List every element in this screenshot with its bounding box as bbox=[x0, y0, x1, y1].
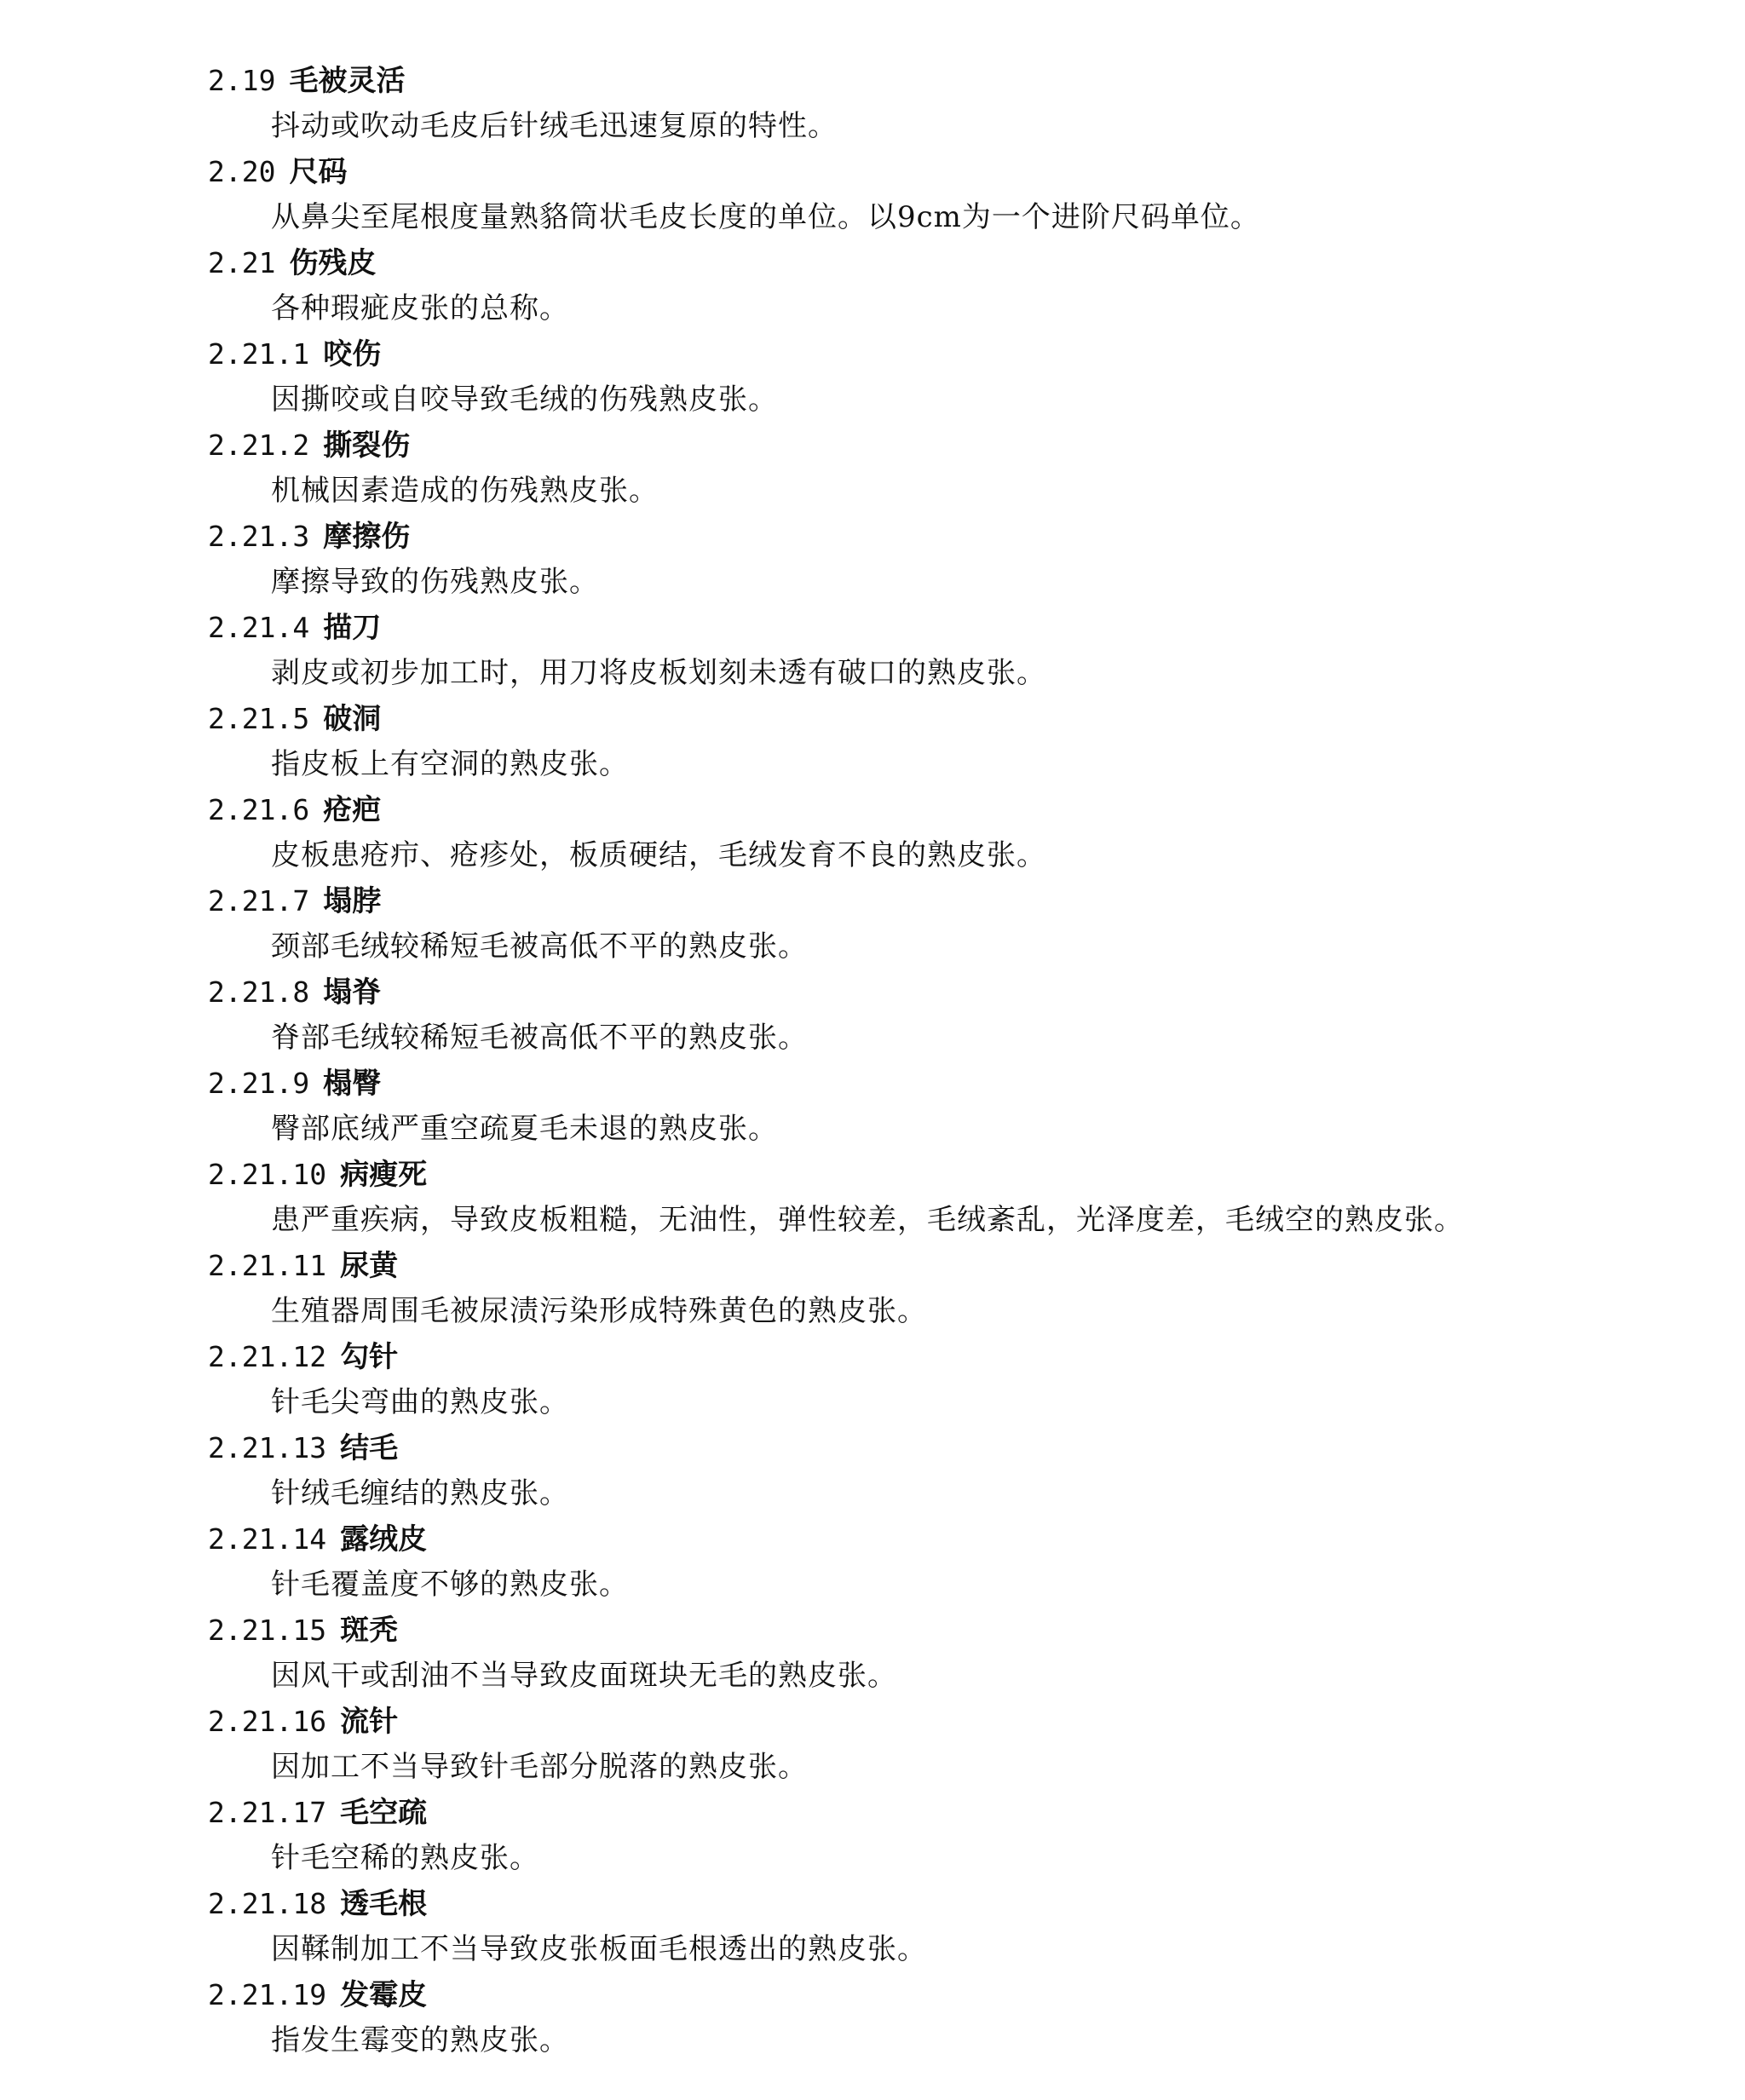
definition-text: 皮板患疮疖、疮疹处，板质硬结，毛绒发育不良的熟皮张。 bbox=[271, 838, 1046, 872]
term-number: 2.21.17 bbox=[208, 1796, 327, 1829]
term-entry bbox=[0, 1152, 1745, 1243]
term-definition bbox=[271, 1107, 1745, 1152]
definition-text: 患严重疾病，导致皮板粗糙，无油性，弹性较差，毛绒紊乱，光泽度差，毛绒空的熟皮张。 bbox=[271, 1203, 1464, 1237]
term-name: 露绒皮 bbox=[340, 1522, 428, 1556]
term-number: 2.21.16 bbox=[208, 1705, 327, 1738]
term-definition bbox=[271, 1654, 1745, 1699]
term-definition bbox=[271, 1198, 1745, 1243]
term-name: 勾针 bbox=[340, 1340, 399, 1374]
term-entry bbox=[0, 240, 1745, 331]
term-heading bbox=[208, 240, 1745, 286]
term-heading bbox=[208, 58, 1745, 104]
definition-text: 从鼻尖至尾根度量熟貉筒状毛皮长度的单位。以9cm为一个进阶尺码单位。 bbox=[271, 200, 1260, 234]
term-entry bbox=[0, 514, 1745, 605]
term-heading bbox=[208, 514, 1745, 560]
term-heading bbox=[208, 1243, 1745, 1289]
term-entry bbox=[0, 331, 1745, 423]
term-number: 2.19 bbox=[208, 64, 276, 97]
term-name: 摩擦伤 bbox=[323, 520, 411, 554]
term-entry bbox=[0, 149, 1745, 240]
term-heading bbox=[208, 149, 1745, 195]
term-name: 发霉皮 bbox=[340, 1978, 428, 2012]
term-name: 咬伤 bbox=[323, 337, 382, 371]
term-name: 塌脊 bbox=[323, 975, 382, 1010]
term-entry bbox=[0, 1881, 1745, 1972]
term-definition bbox=[271, 195, 1745, 240]
term-entry bbox=[0, 696, 1745, 787]
term-definition bbox=[271, 1015, 1745, 1061]
term-heading bbox=[208, 1334, 1745, 1380]
term-entry bbox=[0, 1699, 1745, 1790]
definition-text: 因加工不当导致针毛部分脱落的熟皮张。 bbox=[271, 1750, 808, 1784]
definition-text: 颈部毛绒较稀短毛被高低不平的熟皮张。 bbox=[271, 929, 808, 964]
term-name: 流针 bbox=[340, 1705, 399, 1739]
term-entry bbox=[0, 423, 1745, 514]
term-entry bbox=[0, 878, 1745, 969]
term-number: 2.21.14 bbox=[208, 1522, 327, 1556]
term-number: 2.21.12 bbox=[208, 1340, 327, 1373]
term-entry bbox=[0, 1790, 1745, 1881]
term-heading bbox=[208, 331, 1745, 377]
term-heading bbox=[208, 1152, 1745, 1198]
term-number: 2.21.13 bbox=[208, 1431, 327, 1464]
term-entry bbox=[0, 605, 1745, 696]
term-heading bbox=[208, 1790, 1745, 1836]
term-name: 撕裂伤 bbox=[323, 429, 411, 463]
term-heading bbox=[208, 1972, 1745, 2018]
term-definition bbox=[271, 560, 1745, 605]
term-name: 透毛根 bbox=[340, 1887, 428, 1921]
term-definition bbox=[271, 651, 1745, 696]
term-heading bbox=[208, 878, 1745, 924]
term-heading bbox=[208, 605, 1745, 651]
term-number: 2.21.10 bbox=[208, 1158, 327, 1191]
definition-text: 机械因素造成的伤残熟皮张。 bbox=[271, 474, 659, 508]
term-name: 毛空疏 bbox=[340, 1796, 428, 1830]
term-number: 2.21 bbox=[208, 246, 276, 279]
term-definition bbox=[271, 1745, 1745, 1790]
term-number: 2.21.1 bbox=[208, 337, 310, 371]
definition-text: 因鞣制加工不当导致皮张板面毛根透出的熟皮张。 bbox=[271, 1932, 927, 1966]
term-name: 尺码 bbox=[289, 155, 348, 189]
term-number: 2.21.7 bbox=[208, 884, 310, 918]
definition-text: 指皮板上有空洞的熟皮张。 bbox=[271, 747, 629, 781]
term-definition bbox=[271, 377, 1745, 423]
definition-text: 因撕咬或自咬导致毛绒的伤残熟皮张。 bbox=[271, 383, 778, 417]
definition-text: 针毛空稀的熟皮张。 bbox=[271, 1841, 539, 1875]
definition-text: 针毛覆盖度不够的熟皮张。 bbox=[271, 1568, 629, 1602]
terms-list bbox=[0, 58, 1745, 2063]
term-entry bbox=[0, 969, 1745, 1061]
term-heading bbox=[208, 969, 1745, 1015]
term-name: 塌脖 bbox=[323, 884, 382, 918]
term-heading bbox=[208, 1699, 1745, 1745]
term-entry bbox=[0, 1243, 1745, 1334]
term-definition bbox=[271, 833, 1745, 878]
term-name: 伤残皮 bbox=[289, 246, 377, 280]
term-definition bbox=[271, 742, 1745, 787]
term-number: 2.21.18 bbox=[208, 1887, 327, 1920]
term-number: 2.21.11 bbox=[208, 1249, 327, 1282]
definition-text: 针绒毛缠结的熟皮张。 bbox=[271, 1476, 569, 1510]
term-number: 2.21.19 bbox=[208, 1978, 327, 2011]
term-heading bbox=[208, 1881, 1745, 1927]
term-number: 2.21.8 bbox=[208, 975, 310, 1009]
term-name: 毛被灵活 bbox=[289, 64, 406, 98]
term-definition bbox=[271, 1380, 1745, 1425]
term-definition bbox=[271, 1836, 1745, 1881]
term-definition bbox=[271, 286, 1745, 331]
definition-text: 摩擦导致的伤残熟皮张。 bbox=[271, 565, 599, 599]
definition-text: 剥皮或初步加工时，用刀将皮板划刻未透有破口的熟皮张。 bbox=[271, 656, 1046, 690]
term-definition bbox=[271, 1289, 1745, 1334]
term-definition bbox=[271, 924, 1745, 969]
term-name: 斑秃 bbox=[340, 1614, 399, 1648]
definition-text: 脊部毛绒较稀短毛被高低不平的熟皮张。 bbox=[271, 1021, 808, 1055]
term-name: 结毛 bbox=[340, 1431, 399, 1465]
term-heading bbox=[208, 696, 1745, 742]
term-name: 病瘦死 bbox=[340, 1158, 428, 1192]
term-name: 破洞 bbox=[323, 702, 382, 736]
term-definition bbox=[271, 1471, 1745, 1516]
term-number: 2.21.3 bbox=[208, 520, 310, 553]
term-entry bbox=[0, 1061, 1745, 1152]
term-number: 2.21.2 bbox=[208, 429, 310, 462]
term-number: 2.21.15 bbox=[208, 1614, 327, 1647]
term-name: 疮疤 bbox=[323, 793, 382, 827]
term-entry bbox=[0, 1425, 1745, 1516]
term-definition bbox=[271, 1927, 1745, 1972]
term-entry bbox=[0, 1972, 1745, 2063]
term-definition bbox=[271, 104, 1745, 149]
term-definition bbox=[271, 2018, 1745, 2063]
term-heading bbox=[208, 1061, 1745, 1107]
definition-text: 指发生霉变的熟皮张。 bbox=[271, 2023, 569, 2057]
term-entry bbox=[0, 1516, 1745, 1608]
definition-text: 抖动或吹动毛皮后针绒毛迅速复原的特性。 bbox=[271, 109, 838, 143]
term-number: 2.21.6 bbox=[208, 793, 310, 826]
definition-text: 生殖器周围毛被尿渍污染形成特殊黄色的熟皮张。 bbox=[271, 1294, 927, 1328]
term-entry bbox=[0, 1608, 1745, 1699]
term-name: 榻臀 bbox=[323, 1067, 382, 1101]
term-heading bbox=[208, 1425, 1745, 1471]
term-heading bbox=[208, 1516, 1745, 1562]
term-entry bbox=[0, 1334, 1745, 1425]
term-name: 描刀 bbox=[323, 611, 382, 645]
term-definition bbox=[271, 1562, 1745, 1608]
term-number: 2.20 bbox=[208, 155, 276, 188]
term-entry bbox=[0, 58, 1745, 149]
definition-text: 各种瑕疵皮张的总称。 bbox=[271, 291, 569, 325]
definition-text: 因风干或刮油不当导致皮面斑块无毛的熟皮张。 bbox=[271, 1659, 897, 1693]
term-number: 2.21.4 bbox=[208, 611, 310, 644]
term-heading bbox=[208, 1608, 1745, 1654]
term-heading bbox=[208, 423, 1745, 469]
term-entry bbox=[0, 787, 1745, 878]
term-heading bbox=[208, 787, 1745, 833]
term-number: 2.21.5 bbox=[208, 702, 310, 735]
term-name: 尿黄 bbox=[340, 1249, 399, 1283]
definition-text: 臀部底绒严重空疏夏毛未退的熟皮张。 bbox=[271, 1112, 778, 1146]
term-number: 2.21.9 bbox=[208, 1067, 310, 1100]
term-definition bbox=[271, 469, 1745, 514]
definition-text: 针毛尖弯曲的熟皮张。 bbox=[271, 1385, 569, 1419]
